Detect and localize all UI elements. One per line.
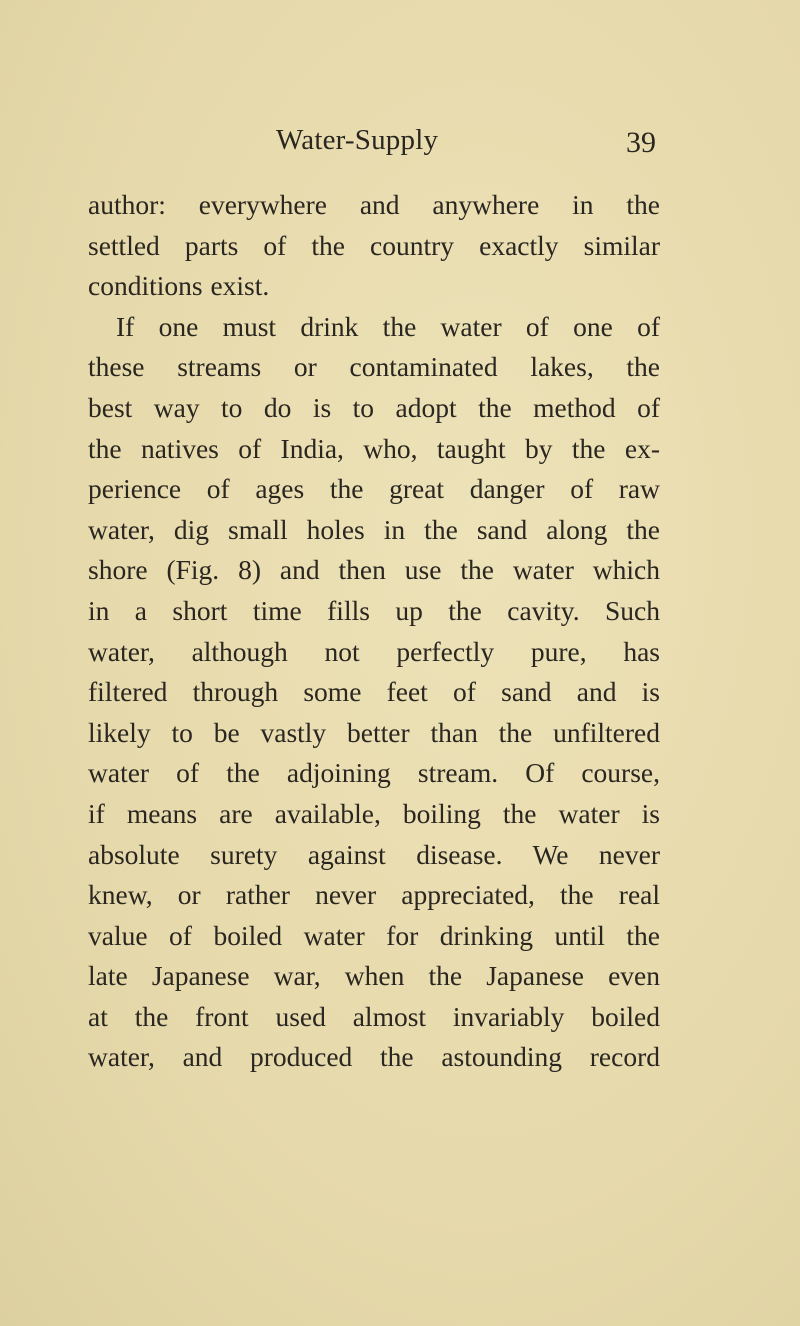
text-line: at the front used almost invariably boiled xyxy=(88,1000,660,1032)
text-line: these streams or contaminated lakes, the xyxy=(88,351,660,383)
text-line: shore (Fig. 8) and then use the water which xyxy=(88,554,660,586)
text-line: knew, or rather never appreciated, the real xyxy=(88,879,660,911)
text-line: in a short time fills up the cavity. Such xyxy=(88,594,660,626)
text-line: settled parts of the country exactly similar xyxy=(88,229,660,261)
text-line: the natives of India, who, taught by the ex- xyxy=(88,432,660,464)
text-line: If one must drink the water of one of xyxy=(116,310,660,342)
body-text xyxy=(88,185,660,1078)
text-line: best way to do is to adopt the method of xyxy=(88,391,660,423)
text-line: if means are available, boiling the water is xyxy=(88,797,660,829)
text-line: conditions exist. xyxy=(88,270,270,302)
running-title: Water-Supply xyxy=(276,124,439,156)
text-line: filtered through some feet of sand and is xyxy=(88,676,660,708)
text-line: absolute surety against disease. We never xyxy=(88,838,660,870)
text-line: perience of ages the great danger of raw xyxy=(88,473,660,505)
text-line: water, and produced the astounding record xyxy=(88,1041,660,1073)
running-head xyxy=(276,124,656,164)
text-line: value of boiled water for drinking until the xyxy=(88,919,660,951)
text-line: water, although not perfectly pure, has xyxy=(88,635,660,667)
text-line: water, dig small holes in the sand along the xyxy=(88,513,660,545)
text-line: water of the adjoining stream. Of course, xyxy=(88,757,660,789)
text-line: likely to be vastly better than the unfiltered xyxy=(88,716,660,748)
text-line: late Japanese war, when the Japanese even xyxy=(88,960,660,992)
text-line: author: everywhere and anywhere in the xyxy=(88,189,660,220)
page-number: 39 xyxy=(626,126,656,159)
